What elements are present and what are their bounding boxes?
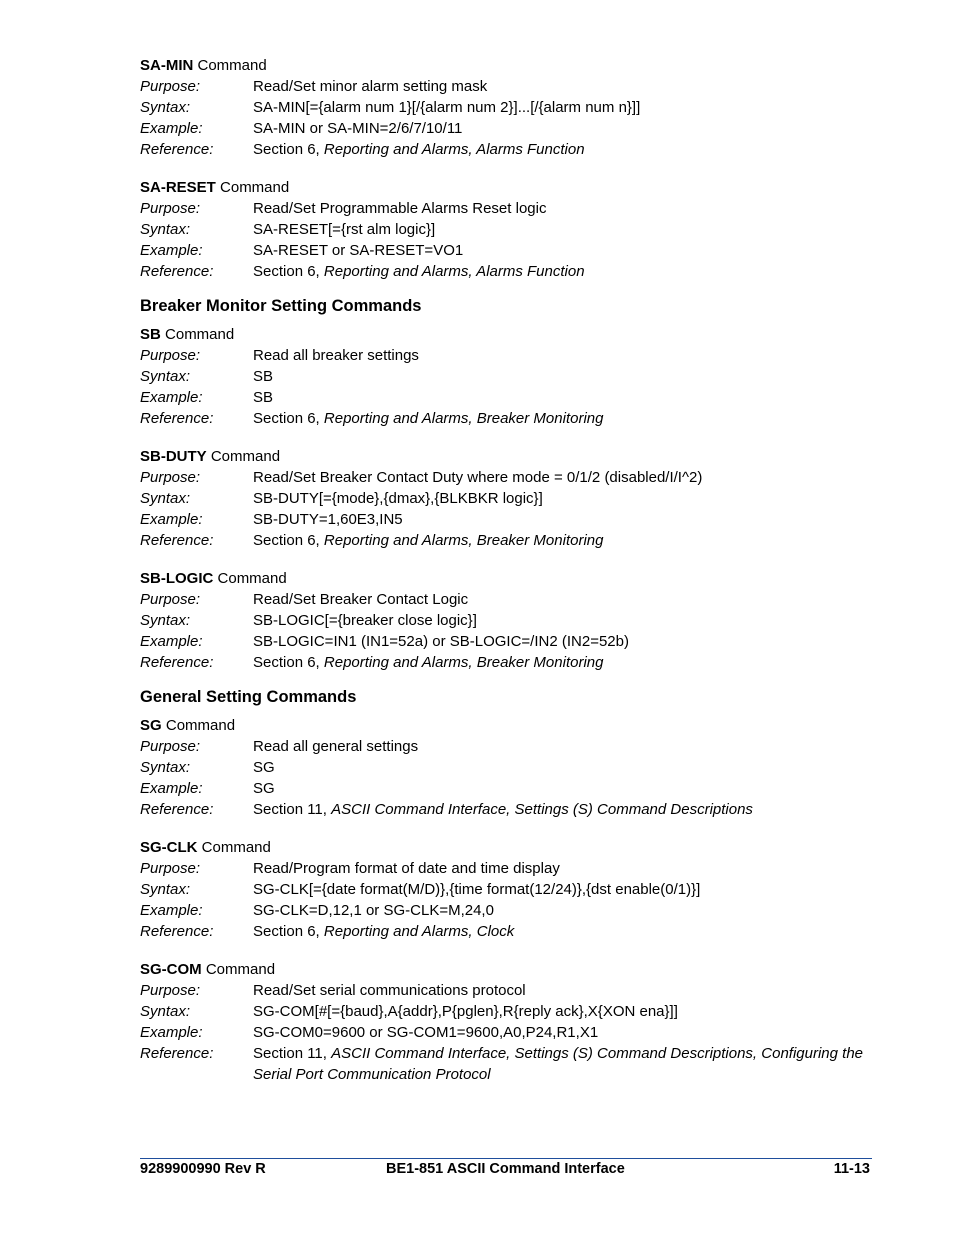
reference-section: Section 6, (253, 923, 324, 940)
command-block (140, 568, 880, 673)
reference-title: Reporting and Alarms, Clock (323, 923, 515, 940)
command-name: SA-MIN (140, 57, 194, 74)
syntax-value: SB-DUTY[={mode},{dmax},{BLKBKR logic}] (253, 490, 543, 507)
command-title (140, 177, 880, 198)
command-title (140, 55, 880, 76)
command-word: Command (201, 839, 271, 856)
reference-section: Section 6, (253, 141, 324, 158)
page-footer (140, 1158, 872, 1177)
section-heading: Breaker Monitor Setting Commands (140, 297, 422, 315)
purpose-row (140, 980, 880, 1001)
command-title (140, 837, 880, 858)
footer-manual-title: BE1-851 ASCII Command Interface (386, 1161, 625, 1177)
example-row (140, 240, 880, 261)
command-name: SB-LOGIC (140, 570, 214, 587)
reference-row (140, 799, 880, 820)
command-word: Command (165, 717, 236, 734)
command-word: Command (217, 570, 287, 587)
example-value: SG-CLK=D,12,1 or SG-CLK=M,24,0 (253, 902, 494, 919)
reference-title: ASCII Command Interface, Settings (S) Command Descriptions (331, 801, 753, 818)
page-content (140, 55, 880, 1102)
example-value: SB (253, 389, 274, 406)
reference-label: Reference: (140, 141, 214, 158)
reference-section: Section 6, (253, 654, 324, 671)
purpose-value: Read/Set Breaker Contact Duty where mode = 0/1/2 (disabled/I/I^2) (253, 469, 703, 486)
syntax-label: Syntax: (140, 368, 191, 385)
purpose-value: Read all breaker settings (253, 347, 419, 364)
command-block (140, 446, 880, 551)
command-block (140, 55, 880, 160)
reference-section: Section 11, (253, 1045, 332, 1062)
command-word: Command (197, 57, 267, 74)
reference-label: Reference: (140, 654, 214, 671)
command-title (140, 715, 880, 736)
example-value: SA-MIN or SA-MIN=2/6/7/10/11 (253, 120, 463, 137)
syntax-row (140, 610, 880, 631)
syntax-label: Syntax: (140, 99, 191, 116)
reference-value (253, 139, 880, 160)
syntax-value: SG (253, 759, 275, 776)
reference-value (253, 408, 880, 429)
reference-label: Reference: (140, 532, 214, 549)
reference-section: Section 11, (253, 801, 332, 818)
purpose-row (140, 467, 880, 488)
command-name: SG (140, 717, 162, 734)
command-block (140, 715, 880, 820)
syntax-value: SG-CLK[={date format(M/D)},{time format(12/24)},{dst enable(0/1)}] (253, 881, 701, 898)
example-value: SA-RESET or SA-RESET=VO1 (253, 242, 464, 259)
reference-label: Reference: (140, 263, 214, 280)
syntax-label: Syntax: (140, 1003, 191, 1020)
command-title (140, 324, 880, 345)
syntax-row (140, 879, 880, 900)
purpose-label: Purpose: (140, 738, 201, 755)
purpose-row (140, 858, 880, 879)
syntax-value: SG-COM[#[={baud},A{addr},P{pglen},R{reply ack},X{XON ena}]] (253, 1003, 678, 1020)
reference-value (253, 799, 880, 820)
example-label: Example: (140, 120, 203, 137)
command-block (140, 837, 880, 942)
example-label: Example: (140, 511, 203, 528)
syntax-label: Syntax: (140, 612, 191, 629)
command-title (140, 959, 880, 980)
purpose-label: Purpose: (140, 347, 201, 364)
reference-title: ASCII Command Interface, Settings (S) Command Descriptions, Configuring the Serial Port Communication Protocol (253, 1045, 864, 1083)
command-word: Command (205, 961, 276, 978)
reference-row (140, 1043, 880, 1085)
example-value: SG-COM0=9600 or SG-COM1=9600,A0,P24,R1,X1 (253, 1024, 599, 1041)
reference-label: Reference: (140, 410, 214, 427)
purpose-row (140, 345, 880, 366)
reference-label: Reference: (140, 1045, 214, 1062)
command-block (140, 959, 880, 1085)
example-value: SG (253, 780, 275, 797)
syntax-value: SA-MIN[={alarm num 1}[/{alarm num 2}]...[/{alarm num n}]] (253, 99, 641, 116)
example-row (140, 778, 880, 799)
syntax-label: Syntax: (140, 221, 191, 238)
reference-row (140, 530, 880, 551)
purpose-value: Read/Set minor alarm setting mask (253, 78, 488, 95)
reference-row (140, 408, 880, 429)
reference-title: Reporting and Alarms, Breaker Monitoring (323, 410, 604, 427)
purpose-value: Read/Set Programmable Alarms Reset logic (253, 200, 547, 217)
command-name: SB-DUTY (140, 448, 207, 465)
reference-row (140, 261, 880, 282)
section-heading: General Setting Commands (140, 688, 357, 706)
command-block (140, 177, 880, 282)
example-row (140, 118, 880, 139)
syntax-value: SB (253, 368, 274, 385)
purpose-value: Read/Program format of date and time display (253, 860, 560, 877)
command-word: Command (220, 179, 290, 196)
example-label: Example: (140, 780, 203, 797)
reference-title: Reporting and Alarms, Breaker Monitoring (323, 532, 604, 549)
command-block (140, 324, 880, 429)
purpose-row (140, 589, 880, 610)
syntax-row (140, 757, 880, 778)
example-row (140, 509, 880, 530)
example-value: SB-DUTY=1,60E3,IN5 (253, 511, 403, 528)
purpose-label: Purpose: (140, 200, 201, 217)
reference-value (253, 921, 880, 942)
purpose-value: Read all general settings (253, 738, 419, 755)
reference-row (140, 139, 880, 160)
syntax-value: SB-LOGIC[={breaker close logic}] (253, 612, 477, 629)
syntax-row (140, 488, 880, 509)
reference-row (140, 921, 880, 942)
purpose-row (140, 736, 880, 757)
reference-section: Section 6, (253, 263, 324, 280)
reference-row (140, 652, 880, 673)
reference-value (253, 1043, 880, 1085)
reference-value (253, 652, 880, 673)
reference-label: Reference: (140, 801, 214, 818)
reference-value (253, 261, 880, 282)
example-value: SB-LOGIC=IN1 (IN1=52a) or SB-LOGIC=/IN2 (IN2=52b) (253, 633, 629, 650)
example-label: Example: (140, 242, 203, 259)
syntax-label: Syntax: (140, 490, 191, 507)
syntax-value: SA-RESET[={rst alm logic}] (253, 221, 436, 238)
command-title (140, 446, 880, 467)
syntax-label: Syntax: (140, 759, 191, 776)
purpose-label: Purpose: (140, 982, 201, 999)
command-name: SB (140, 326, 161, 343)
purpose-label: Purpose: (140, 860, 201, 877)
command-word: Command (165, 326, 235, 343)
command-name: SG-CLK (140, 839, 198, 856)
purpose-label: Purpose: (140, 591, 201, 608)
example-row (140, 387, 880, 408)
purpose-value: Read/Set serial communications protocol (253, 982, 526, 999)
reference-section: Section 6, (253, 532, 324, 549)
purpose-label: Purpose: (140, 78, 201, 95)
example-label: Example: (140, 633, 203, 650)
reference-title: Reporting and Alarms, Alarms Function (323, 141, 585, 158)
purpose-row (140, 198, 880, 219)
command-name: SG-COM (140, 961, 202, 978)
reference-title: Reporting and Alarms, Alarms Function (323, 263, 585, 280)
reference-value (253, 530, 880, 551)
syntax-row (140, 97, 880, 118)
syntax-row (140, 219, 880, 240)
reference-section: Section 6, (253, 410, 324, 427)
command-name: SA-RESET (140, 179, 216, 196)
purpose-row (140, 76, 880, 97)
example-label: Example: (140, 1024, 203, 1041)
purpose-value: Read/Set Breaker Contact Logic (253, 591, 469, 608)
footer-page-number: 11-13 (833, 1161, 870, 1177)
footer-document-number: 9289900990 Rev R (140, 1161, 266, 1177)
command-word: Command (210, 448, 281, 465)
reference-label: Reference: (140, 923, 214, 940)
example-row (140, 631, 880, 652)
command-title (140, 568, 880, 589)
example-row (140, 900, 880, 921)
syntax-label: Syntax: (140, 881, 191, 898)
example-label: Example: (140, 902, 203, 919)
syntax-row (140, 1001, 880, 1022)
example-row (140, 1022, 880, 1043)
syntax-row (140, 366, 880, 387)
reference-title: Reporting and Alarms, Breaker Monitoring (323, 654, 604, 671)
example-label: Example: (140, 389, 203, 406)
purpose-label: Purpose: (140, 469, 201, 486)
